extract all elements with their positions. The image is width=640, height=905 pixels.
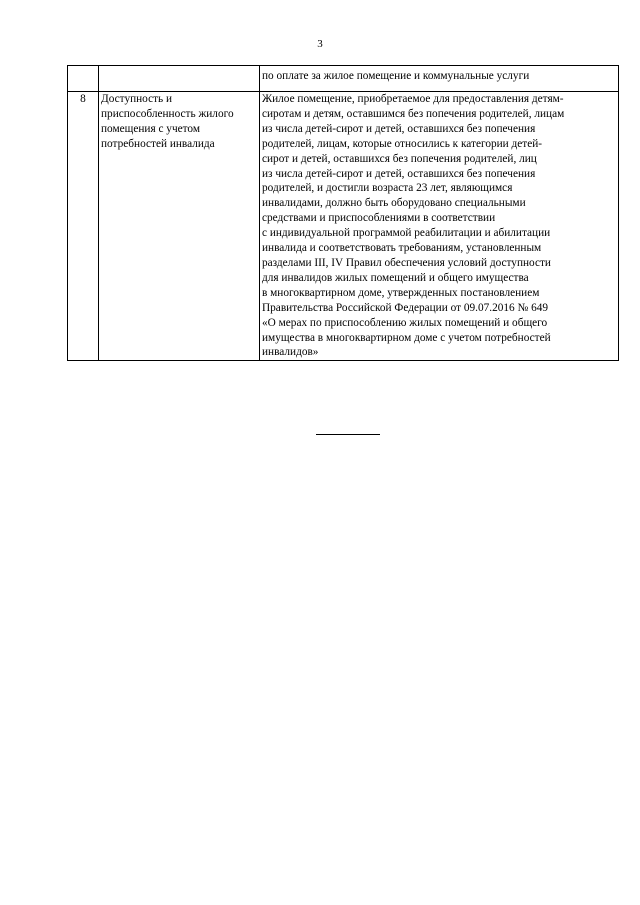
parameter-name-cell: Доступность и приспособленность жилого помещения с учетом потребностей инвалида [99,92,260,361]
requirements-table [67,65,619,361]
row-number-cell [68,66,99,92]
table-row [68,66,619,92]
table-row [68,92,619,361]
page-number: 3 [317,38,323,50]
requirement-text-cell: по оплате за жилое помещение и коммунальные услуги [260,66,619,92]
row-number-cell: 8 [68,92,99,361]
end-of-document-rule [316,434,380,435]
requirement-text-cell: Жилое помещение, приобретаемое для предоставления детям- сиротам и детям, оставшимся без попечения родителей, лицам из числа детей-сирот и детей, оставшихся без попечения родителей, лицам, которые относились к категории детей- сирот и детей, оставшихся без попечения родителей, лиц из числа детей-сирот и детей, оставшихся без попечения родителей, и достигли возраста 23 лет, являющимся инвалидами, должно быть оборудовано специальными средствами и приспособлениями в соответствии с индивидуальной программой реабилитации и абилитации инвалида и соответствовать требованиям, установленным разделами III, IV Правил обеспечения условий доступности для инвалидов жилых помещений и общего имущества в многоквартирном доме, утвержденных постановлением Правительства Российской Федерации от 09.07.2016 № 649 «О мерах по приспособлению жилых помещений и общего имущества в многоквартирном доме с учетом потребностей инвалидов» [260,92,619,361]
parameter-name-cell [99,66,260,92]
